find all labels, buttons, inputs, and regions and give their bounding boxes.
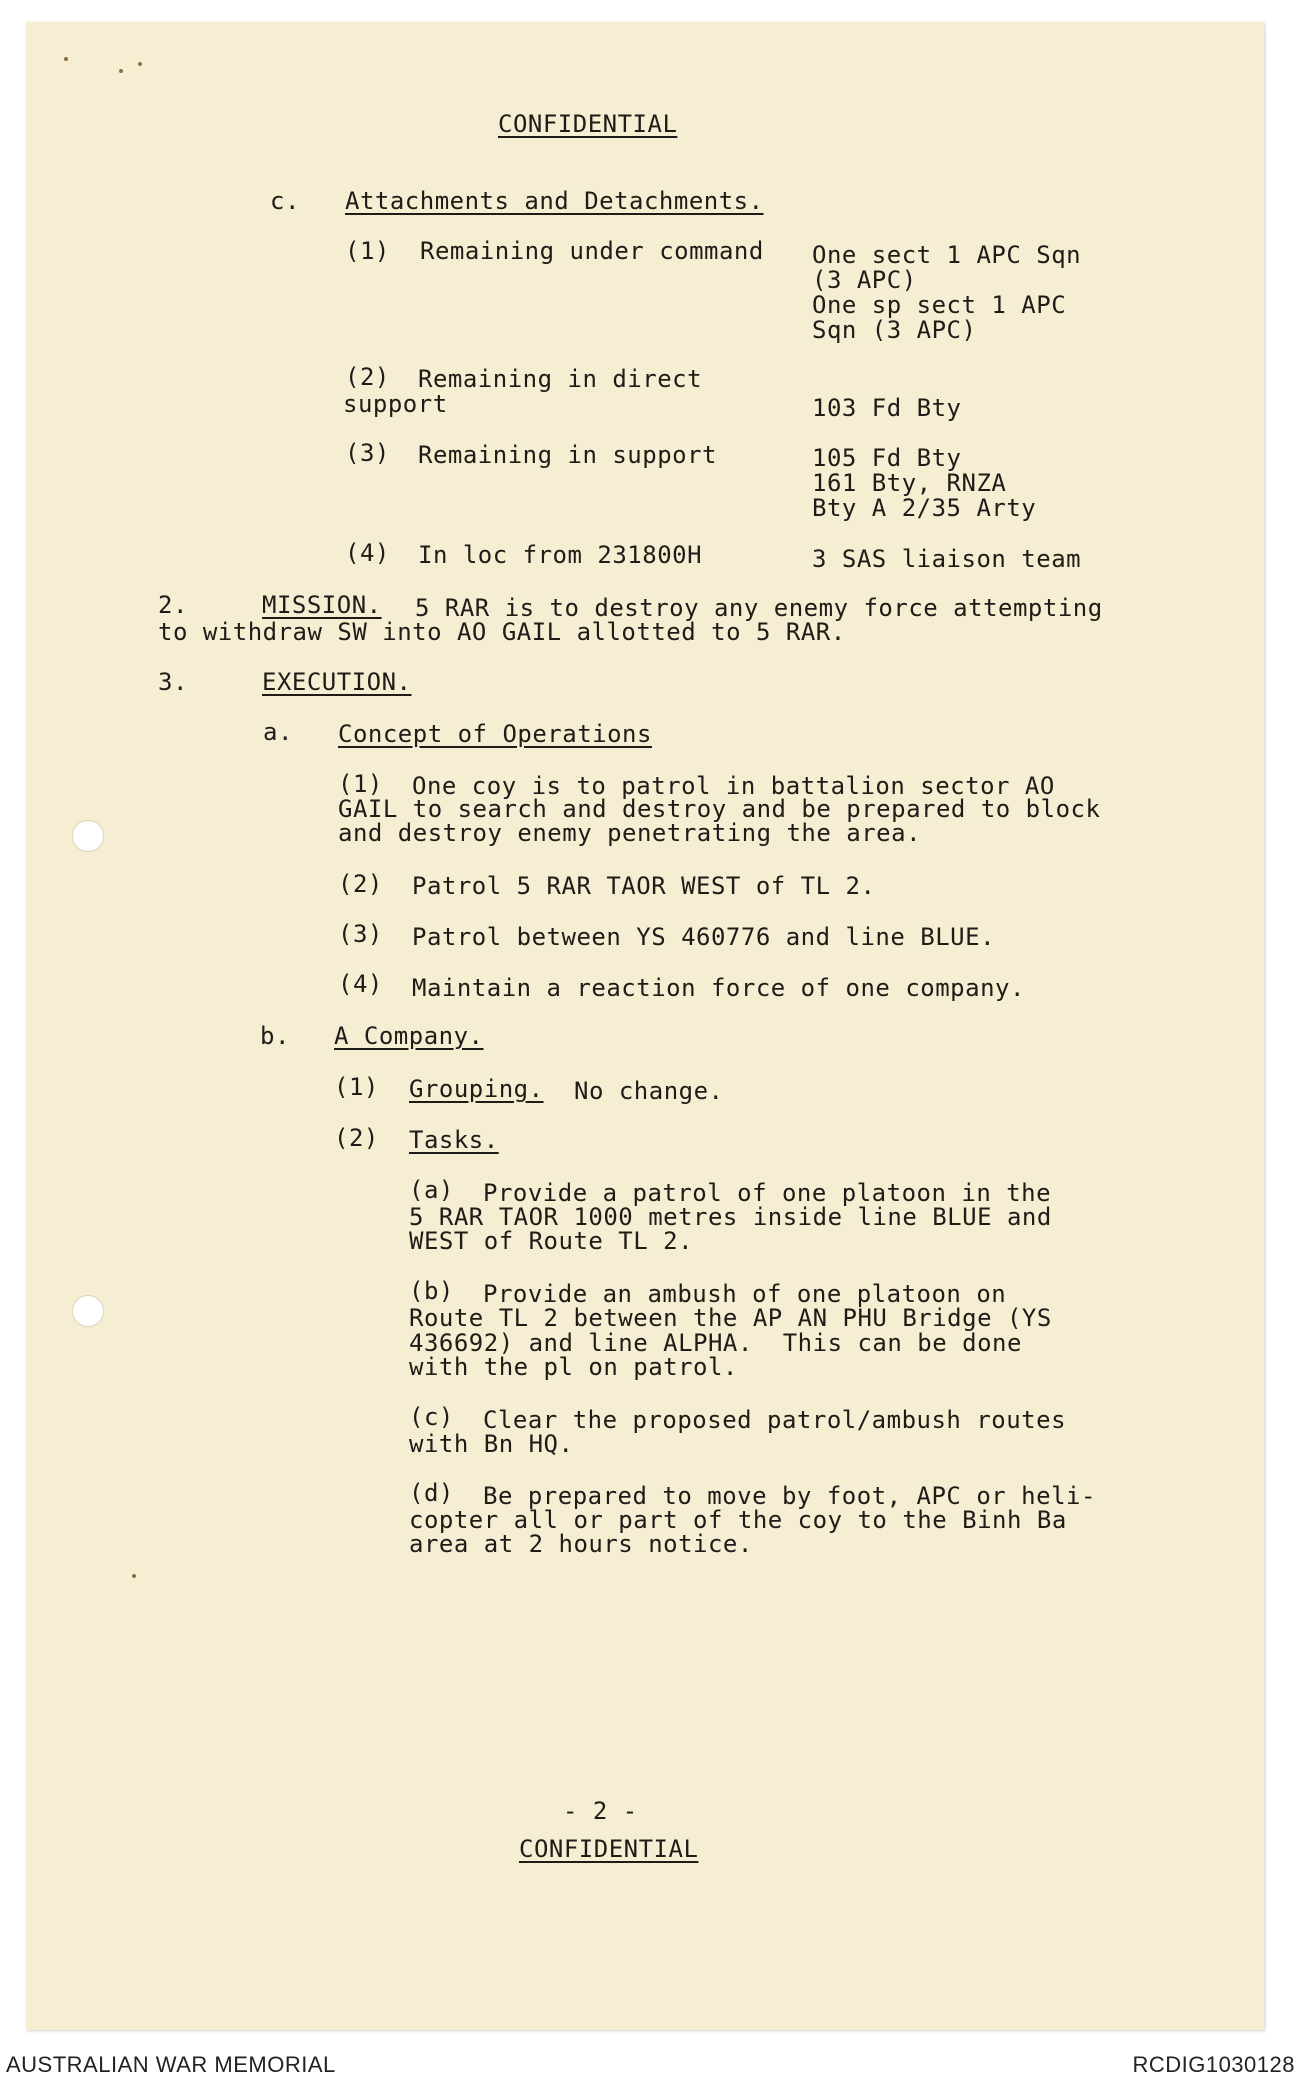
task-text: Provide a patrol of one platoon in the <box>483 1179 1052 1207</box>
item-number: (4) <box>338 970 383 998</box>
punch-hole <box>72 1295 104 1327</box>
item-text: GAIL to search and destroy and be prepared to block <box>338 795 1101 823</box>
item-text: and destroy enemy penetrating the area. <box>338 819 922 847</box>
paper-stain <box>132 1574 136 1578</box>
task-text: 5 RAR TAOR 1000 metres inside line BLUE and <box>409 1203 1052 1231</box>
mission-text: 5 RAR is to destroy any enemy force attempting <box>415 594 1103 622</box>
item-number: (2) <box>345 363 390 391</box>
task-text: Provide an ambush of one platoon on <box>483 1280 1007 1308</box>
item-number: (4) <box>345 539 390 567</box>
grouping-label: Grouping. <box>409 1075 544 1103</box>
paper-stain <box>138 62 142 66</box>
task-letter: (a) <box>409 1176 454 1204</box>
item-text: One coy is to patrol in battalion sector AO <box>412 772 1055 800</box>
paragraph-number: 3. <box>158 668 188 696</box>
task-letter: (c) <box>409 1403 454 1431</box>
item-detail: 103 Fd Bty <box>812 394 962 422</box>
item-number: (2) <box>334 1124 379 1152</box>
item-label: Remaining in direct <box>418 365 703 393</box>
item-detail: 105 Fd Bty <box>812 444 962 472</box>
item-number: (3) <box>338 920 383 948</box>
task-letter: (b) <box>409 1277 454 1305</box>
document-page <box>26 22 1264 2030</box>
item-label: Remaining in support <box>418 441 717 469</box>
task-text: with Bn HQ. <box>409 1430 574 1458</box>
execution-heading: EXECUTION. <box>262 668 412 696</box>
task-text: area at 2 hours notice. <box>409 1530 753 1558</box>
tasks-label: Tasks. <box>409 1126 499 1154</box>
item-label: Remaining under command <box>420 237 764 265</box>
item-detail: One sect 1 APC Sqn <box>812 241 1082 269</box>
item-text: Patrol between YS 460776 and line BLUE. <box>412 923 996 951</box>
item-label: In loc from 231800H <box>418 541 703 569</box>
item-detail: Sqn (3 APC) <box>812 316 977 344</box>
confidential-footer: CONFIDENTIAL <box>519 1835 699 1863</box>
punch-hole <box>72 820 104 852</box>
mission-heading: MISSION. <box>262 591 382 619</box>
grouping-text: No change. <box>574 1077 724 1105</box>
item-detail: (3 APC) <box>812 266 917 294</box>
item-text: Maintain a reaction force of one company. <box>412 974 1025 1002</box>
section-title: Concept of Operations <box>338 720 652 748</box>
task-text: copter all or part of the coy to the Binh Ba <box>409 1506 1067 1534</box>
section-title: A Company. <box>334 1022 484 1050</box>
task-text: 436692) and line ALPHA. This can be done <box>409 1329 1022 1357</box>
task-text: Route TL 2 between the AP AN PHU Bridge (YS <box>409 1304 1052 1332</box>
archive-source: AUSTRALIAN WAR MEMORIAL <box>6 2052 336 2077</box>
page-number: - 2 - <box>563 1797 638 1825</box>
task-letter: (d) <box>409 1479 454 1507</box>
paper-stain <box>64 57 68 61</box>
task-text: Clear the proposed patrol/ambush routes <box>483 1406 1067 1434</box>
confidential-header: CONFIDENTIAL <box>498 110 678 138</box>
item-detail: Bty A 2/35 Arty <box>812 494 1037 522</box>
item-detail: One sp sect 1 APC <box>812 291 1067 319</box>
paragraph-number: 2. <box>158 591 188 619</box>
item-text: Patrol 5 RAR TAOR WEST of TL 2. <box>412 872 876 900</box>
task-text: Be prepared to move by foot, APC or heli- <box>483 1482 1096 1510</box>
task-text: with the pl on patrol. <box>409 1353 738 1381</box>
item-label: support <box>343 390 448 418</box>
section-title: Attachments and Detachments. <box>345 187 764 215</box>
item-number: (1) <box>345 237 390 265</box>
item-number: (3) <box>345 439 390 467</box>
section-marker: c. <box>270 187 300 215</box>
section-marker: a. <box>263 718 293 746</box>
section-marker: b. <box>260 1022 290 1050</box>
paper-stain <box>119 69 123 73</box>
archive-id: RCDIG1030128 <box>1132 2052 1295 2077</box>
item-detail: 3 SAS liaison team <box>812 545 1082 573</box>
item-detail: 161 Bty, RNZA <box>812 469 1007 497</box>
item-number: (1) <box>338 770 383 798</box>
item-number: (1) <box>334 1073 379 1101</box>
task-text: WEST of Route TL 2. <box>409 1227 694 1255</box>
item-number: (2) <box>338 870 383 898</box>
mission-text: to withdraw SW into AO GAIL allotted to 5 RAR. <box>158 618 846 646</box>
